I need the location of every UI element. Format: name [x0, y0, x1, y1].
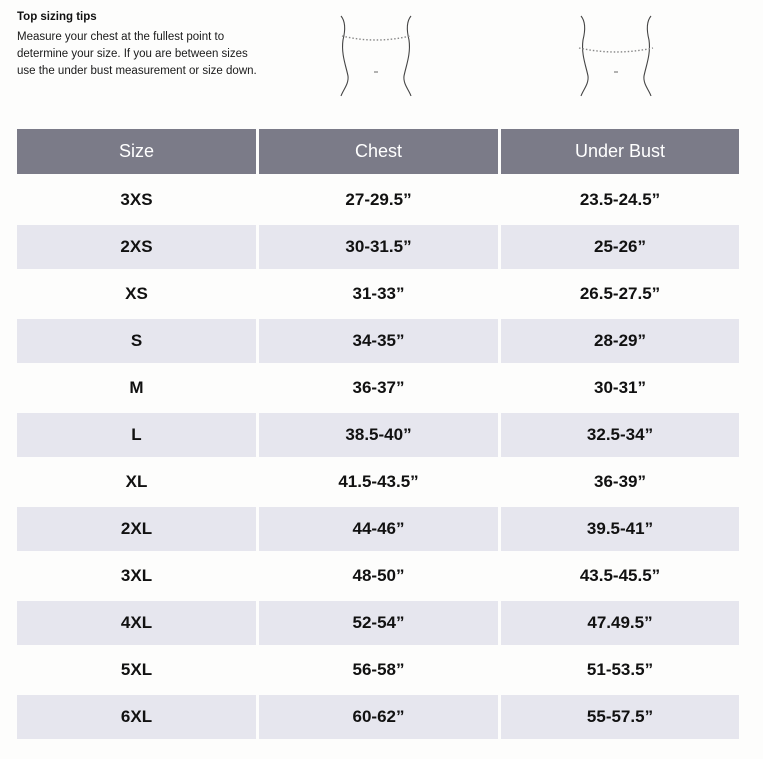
size-cell: 2XS [17, 225, 256, 269]
chest-cell: 31-33” [352, 284, 405, 303]
under-bust-cell: 43.5-45.5” [579, 566, 661, 585]
size-cell: XL [125, 472, 148, 491]
table-row [17, 178, 739, 222]
under-bust-cell: 26.5-27.5” [579, 284, 661, 303]
chest-cell: 30-31.5” [259, 225, 498, 269]
chest-cell: 48-50” [352, 566, 405, 585]
chest-cell: 41.5-43.5” [338, 472, 419, 491]
size-cell: 3XL [120, 566, 153, 585]
chest-cell: 38.5-40” [259, 413, 498, 457]
table-header [17, 129, 739, 174]
size-chart-table [17, 129, 739, 742]
chest-cell: 52-54” [259, 601, 498, 645]
under-bust-cell: 36-39” [594, 472, 646, 491]
header-chest: Chest [259, 129, 498, 174]
size-cell: M [129, 378, 144, 397]
table-row [17, 319, 739, 363]
chest-cell: 60-62” [259, 695, 498, 739]
under-bust-cell: 28-29” [501, 319, 739, 363]
size-cell: S [17, 319, 256, 363]
table-row [17, 225, 739, 269]
table-row [17, 272, 739, 316]
size-cell: 6XL [17, 695, 256, 739]
size-cell: L [17, 413, 256, 457]
size-cell: 4XL [17, 601, 256, 645]
table-row [17, 695, 739, 739]
table-row [17, 648, 739, 692]
size-cell: 3XS [120, 190, 153, 209]
chest-cell: 34-35” [259, 319, 498, 363]
chest-cell: 27-29.5” [345, 190, 412, 209]
table-row [17, 366, 739, 410]
size-cell: 5XL [120, 660, 153, 679]
table-body [17, 178, 739, 739]
header-under-bust: Under Bust [501, 129, 739, 174]
sizing-tips-body: Measure your chest at the fullest point to determine your size. If you are between sizes use the under bust measurement or size down. [17, 31, 257, 77]
under-bust-cell: 51-53.5” [586, 660, 654, 679]
under-bust-cell: 30-31” [594, 378, 646, 397]
table-row [17, 554, 739, 598]
header-size: Size [17, 129, 256, 174]
under-bust-cell: 32.5-34” [501, 413, 739, 457]
table-row [17, 601, 739, 645]
size-cell: 2XL [17, 507, 256, 551]
table-row [17, 460, 739, 504]
table-row [17, 413, 739, 457]
table-row [17, 507, 739, 551]
sizing-tips [17, 10, 267, 80]
under-bust-cell: 39.5-41” [501, 507, 739, 551]
under-bust-cell: 25-26” [501, 225, 739, 269]
under-bust-cell: 47.49.5” [501, 601, 739, 645]
under-bust-cell: 55-57.5” [501, 695, 739, 739]
torso-chest-measure-icon [333, 14, 419, 98]
under-bust-cell: 23.5-24.5” [579, 190, 661, 209]
size-cell: XS [125, 284, 148, 303]
chest-cell: 56-58” [352, 660, 405, 679]
torso-underbust-measure-icon [573, 14, 659, 98]
sizing-tips-title: Top sizing tips [17, 11, 97, 23]
chest-cell: 44-46” [259, 507, 498, 551]
chest-cell: 36-37” [352, 378, 405, 397]
